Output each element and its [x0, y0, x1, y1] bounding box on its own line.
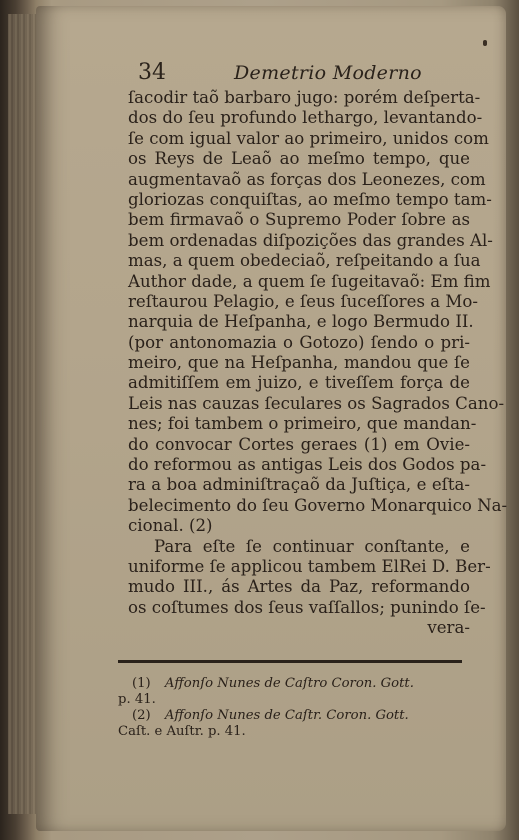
text-line: Author dade, a quem ſe ſugeitavaõ: Em fim	[128, 271, 491, 291]
running-title: Demetrio Moderno	[234, 62, 422, 84]
footnote-2-source: Affonſo Nunes de Caſtr. Coron. Gott.	[164, 708, 409, 723]
page-number: 34	[138, 60, 166, 85]
body-text	[128, 88, 508, 639]
footnote-1-source: Affonſo Nunes de Caſtro Coron. Gott.	[164, 676, 414, 691]
text-line: vera-	[427, 618, 470, 638]
text-line: uniforme ſe applicou tambem ElRei D. Ber-	[128, 556, 491, 576]
text-line: belecimento do ſeu Governo Monarquico Na-	[128, 495, 508, 515]
footnote-2-continuation: Caſt. e Auſtr. p. 41.	[118, 724, 246, 739]
footnotes	[118, 676, 462, 740]
text-line: os Reys de Leaõ ao meſmo tempo, que	[128, 149, 470, 169]
text-line: do reformou as antigas Leis dos Godos pa-	[128, 455, 487, 475]
text-line: ſacodir taõ barbaro jugo: porém deſperta-	[128, 88, 481, 107]
footnote-1-mark: (1)	[132, 676, 151, 691]
text-line: admitiſſem em juizo, e tiveſſem força de	[128, 373, 470, 393]
text-line: dos do ſeu profundo lethargo, levantando-	[128, 108, 483, 128]
text-line: gloriozas conquiſtas, ao meſmo tempo tam-	[128, 189, 492, 209]
text-line: bem ordenadas diſpozições das grandes Al-	[128, 230, 493, 250]
page-edges	[8, 14, 36, 814]
text-line: ra a boa adminiſtraçaõ da Juſtiça, e eſta-	[128, 475, 470, 495]
footnote-1-continuation: p. 41.	[118, 692, 156, 707]
text-line: cional. (2)	[128, 516, 213, 536]
text-line: nes; foi tambem o primeiro, que mandan-	[128, 414, 477, 434]
footnote-rule	[118, 660, 462, 663]
text-line: ſe com igual valor ao primeiro, unidos com	[128, 128, 489, 148]
text-line: mudo III., ás Artes da Paz, reformando	[128, 577, 470, 597]
text-line: narquia de Heſpanha, e logo Bermudo II.	[128, 312, 474, 332]
text-line: Para eſte ſe continuar conſtante, e	[154, 536, 470, 556]
text-line: (por antonomazia o Gotozo) ſendo o pri-	[128, 332, 470, 352]
page-header	[138, 60, 468, 90]
text-line: Leis nas cauzas ſeculares os Sagrados Cano-	[128, 393, 505, 413]
text-line: bem firmavaõ o Supremo Poder ſobre as	[128, 210, 470, 230]
text-line: do convocar Cortes geraes (1) em Ovie-	[128, 434, 470, 454]
footnote-2-mark: (2)	[132, 708, 151, 723]
text-line: mas, a quem obedeciaõ, reſpeitando a ſua	[128, 251, 481, 271]
text-line: os coſtumes dos ſeus vaſſallos; punindo ſe-	[128, 597, 486, 617]
footnote-2	[118, 708, 462, 724]
ink-blot	[483, 40, 487, 46]
text-line: augmentavaõ as forças dos Leonezes, com	[128, 169, 486, 189]
footnote-1	[118, 676, 462, 692]
text-line: meiro, que na Heſpanha, mandou que ſe	[128, 353, 470, 373]
text-line: reſtaurou Pelagio, e ſeus ſuceſſores a Mo-	[128, 291, 478, 311]
